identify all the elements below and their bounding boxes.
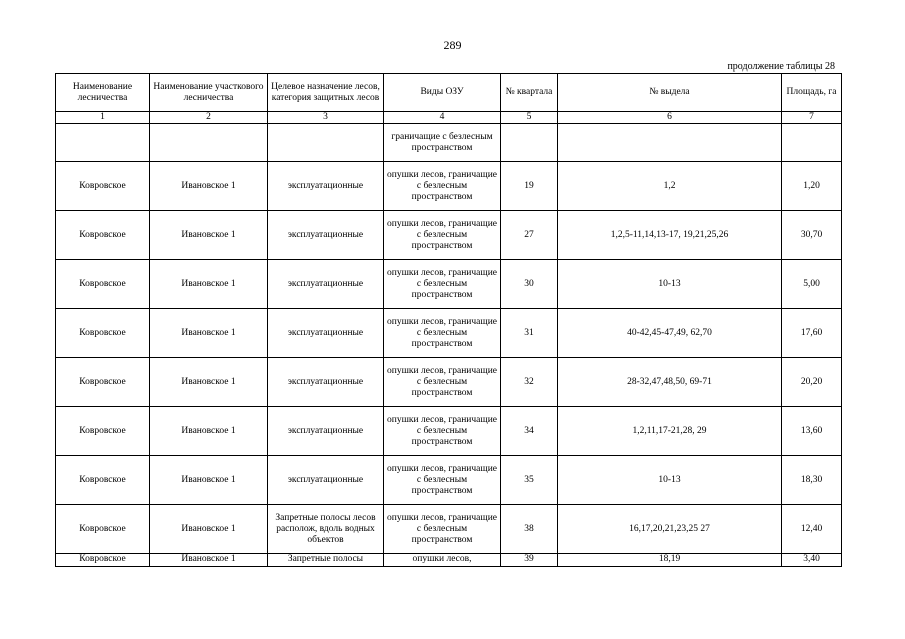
- cell-forestry: [56, 124, 150, 162]
- cell-district-forestry: Ивановское 1: [150, 505, 268, 554]
- cell-forestry: Ковровское: [56, 407, 150, 456]
- cell-purpose: [268, 124, 384, 162]
- table-row: [56, 456, 842, 505]
- header-purpose: Целевое назначение лесов, категория защитных лесов: [268, 74, 384, 112]
- cell-district-forestry: Ивановское 1: [150, 358, 268, 407]
- col-number: 1: [56, 112, 150, 124]
- cell-allotment: 16,17,20,21,23,25 27: [558, 505, 782, 554]
- cell-ozu-type: опушки лесов, граничащие с безлесным пространством: [384, 211, 501, 260]
- table-row: [56, 211, 842, 260]
- cell-allotment: 1,2,11,17-21,28, 29: [558, 407, 782, 456]
- cell-purpose: эксплуатационные: [268, 456, 384, 505]
- cell-quarter: 31: [501, 309, 558, 358]
- cell-ozu-type: опушки лесов, граничащие с безлесным пространством: [384, 309, 501, 358]
- forest-table: [55, 73, 842, 567]
- col-number: 6: [558, 112, 782, 124]
- cell-area: 5,00: [782, 260, 842, 309]
- cell-ozu-type: опушки лесов, граничащие с безлесным пространством: [384, 358, 501, 407]
- cell-allotment: 40-42,45-47,49, 62,70: [558, 309, 782, 358]
- header-district-forestry: Наименование участкового лесничества: [150, 74, 268, 112]
- cell-allotment: 18,19: [558, 554, 782, 567]
- table-row: [56, 124, 842, 162]
- cell-purpose: эксплуатационные: [268, 211, 384, 260]
- cell-purpose: Запретные полосы лесов располож, вдоль водных объектов: [268, 505, 384, 554]
- cell-ozu-type: опушки лесов, граничащие с безлесным пространством: [384, 260, 501, 309]
- cell-forestry: Ковровское: [56, 260, 150, 309]
- header-quarter: № квартала: [501, 74, 558, 112]
- cell-forestry: Ковровское: [56, 358, 150, 407]
- table-header-row: [56, 74, 842, 112]
- col-number: 2: [150, 112, 268, 124]
- cell-quarter: [501, 124, 558, 162]
- cell-district-forestry: Ивановское 1: [150, 554, 268, 567]
- cell-forestry: Ковровское: [56, 554, 150, 567]
- cell-quarter: 34: [501, 407, 558, 456]
- cell-purpose: эксплуатационные: [268, 358, 384, 407]
- cell-district-forestry: Ивановское 1: [150, 260, 268, 309]
- cell-forestry: Ковровское: [56, 211, 150, 260]
- cell-area: 18,30: [782, 456, 842, 505]
- cell-allotment: 10-13: [558, 456, 782, 505]
- cell-area: 3,40: [782, 554, 842, 567]
- cell-allotment: 28-32,47,48,50, 69-71: [558, 358, 782, 407]
- col-number: 3: [268, 112, 384, 124]
- cell-quarter: 38: [501, 505, 558, 554]
- table-row: [56, 309, 842, 358]
- cell-forestry: Ковровское: [56, 505, 150, 554]
- cell-quarter: 27: [501, 211, 558, 260]
- cell-area: 1,20: [782, 162, 842, 211]
- cell-area: 30,70: [782, 211, 842, 260]
- cell-area: 20,20: [782, 358, 842, 407]
- cell-area: [782, 124, 842, 162]
- column-number-row: [56, 112, 842, 124]
- header-allotment: № выдела: [558, 74, 782, 112]
- cell-ozu-type: опушки лесов,: [384, 554, 501, 567]
- cell-forestry: Ковровское: [56, 162, 150, 211]
- col-number: 4: [384, 112, 501, 124]
- col-number: 7: [782, 112, 842, 124]
- cell-purpose: эксплуатационные: [268, 407, 384, 456]
- table-continuation-note: продолжение таблицы 28: [727, 61, 835, 72]
- cell-quarter: 19: [501, 162, 558, 211]
- cell-district-forestry: Ивановское 1: [150, 162, 268, 211]
- cell-ozu-type: опушки лесов, граничащие с безлесным пространством: [384, 162, 501, 211]
- cell-quarter: 39: [501, 554, 558, 567]
- cell-forestry: Ковровское: [56, 309, 150, 358]
- cell-area: 17,60: [782, 309, 842, 358]
- cell-allotment: [558, 124, 782, 162]
- cell-purpose: эксплуатационные: [268, 260, 384, 309]
- cell-quarter: 32: [501, 358, 558, 407]
- cell-ozu-type: опушки лесов, граничащие с безлесным пространством: [384, 456, 501, 505]
- header-ozu-type: Виды ОЗУ: [384, 74, 501, 112]
- table-row: [56, 162, 842, 211]
- cell-district-forestry: Ивановское 1: [150, 456, 268, 505]
- table-row: [56, 505, 842, 554]
- table-row: [56, 554, 842, 567]
- col-number: 5: [501, 112, 558, 124]
- cell-purpose: эксплуатационные: [268, 162, 384, 211]
- cell-ozu-type: граничащие с безлесным пространством: [384, 124, 501, 162]
- cell-district-forestry: Ивановское 1: [150, 309, 268, 358]
- cell-district-forestry: Ивановское 1: [150, 211, 268, 260]
- cell-area: 13,60: [782, 407, 842, 456]
- cell-district-forestry: [150, 124, 268, 162]
- cell-quarter: 30: [501, 260, 558, 309]
- cell-purpose: Запретные полосы: [268, 554, 384, 567]
- cell-purpose: эксплуатационные: [268, 309, 384, 358]
- table-row: [56, 358, 842, 407]
- header-forestry: Наименование лесничества: [56, 74, 150, 112]
- cell-allotment: 10-13: [558, 260, 782, 309]
- table-row: [56, 407, 842, 456]
- cell-forestry: Ковровское: [56, 456, 150, 505]
- cell-area: 12,40: [782, 505, 842, 554]
- cell-allotment: 1,2,5-11,14,13-17, 19,21,25,26: [558, 211, 782, 260]
- cell-allotment: 1,2: [558, 162, 782, 211]
- table-row: [56, 260, 842, 309]
- cell-ozu-type: опушки лесов, граничащие с безлесным пространством: [384, 505, 501, 554]
- page-number: 289: [443, 38, 462, 52]
- header-area: Площадь, га: [782, 74, 842, 112]
- cell-quarter: 35: [501, 456, 558, 505]
- cell-ozu-type: опушки лесов, граничащие с безлесным пространством: [384, 407, 501, 456]
- cell-district-forestry: Ивановское 1: [150, 407, 268, 456]
